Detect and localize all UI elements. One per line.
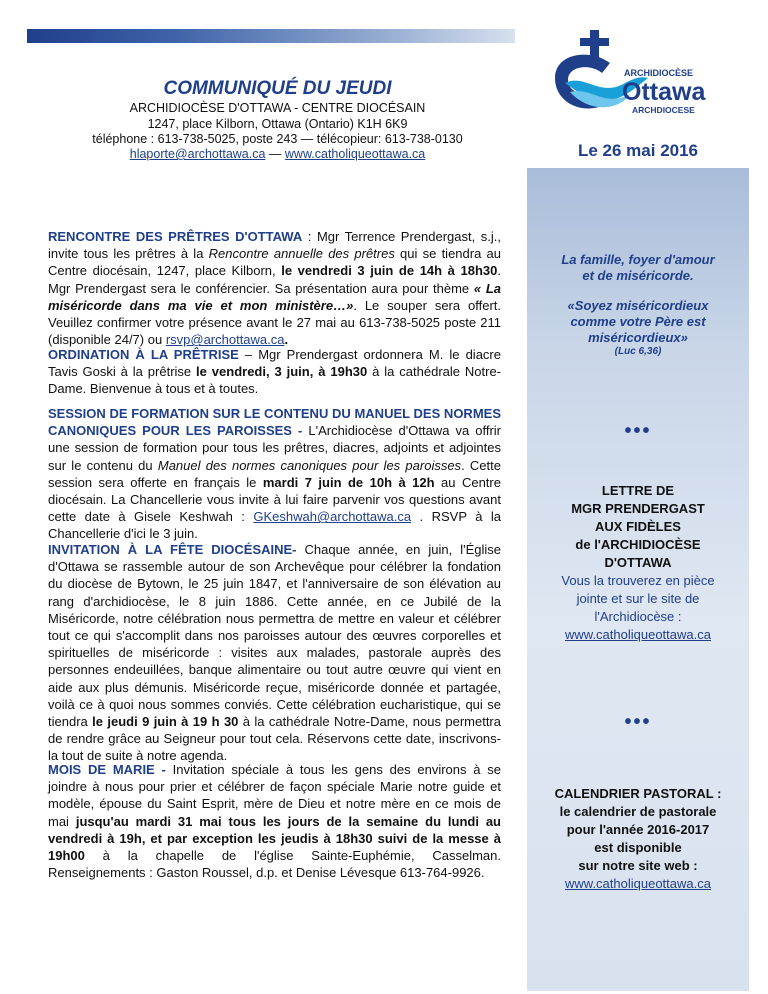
- article-diocesan-feast: INVITATION À LA FÊTE DIOCÉSAINE- Chaque année, en juin, l'Église d'Ottawa se rassemble autour de son Archevêque pour célébrer la fondation du diocèse de Bytown, le 25 juin 1847, et l'anniversaire de son élévation au rang d'archidiocèse, le 8 juin 1886. Cette année, en ce Jubilé de la Miséricorde, notre célébration nous permettra de mettre en valeur et célébrer tout ce qui s'accomplit dans nos paroisses autour des œuvres corporelles et spirituelles de miséricorde : visites aux malades, pastorale auprès des personnes endeuillées, banque alimentaire ou tout autre œuvre qui vient en aide aux plus démunis. Miséricorde reçue, miséricorde donnée et partagée, voilà ce à quoi nous sommes conviés. Cette célébration eucharistique, qui se tiendra le jeudi 9 juin à 19 h 30 à la cathédrale Notre-Dame, nous permettra de rendre grâce au Seigneur pour tout cela. Réservons cette date, inscrivons-la tout de suite à notre agenda.: [48, 542, 501, 764]
- separator-dots: •••: [624, 711, 652, 733]
- website-link[interactable]: www.catholiqueottawa.ca: [284, 147, 426, 161]
- address: 1247, place Kilborn, Ottawa (Ontario) K1H 6K9: [147, 117, 408, 131]
- quote-line: miséricordieux»: [588, 330, 688, 345]
- issue-date: Le 26 mai 2016: [577, 141, 699, 160]
- logo-icon: [540, 28, 715, 128]
- svg-text:ARCHIDIOCÈSE: ARCHIDIOCÈSE: [624, 68, 694, 78]
- letter-website-link[interactable]: www.catholiqueottawa.ca: [565, 627, 711, 642]
- motto-line: et de miséricorde.: [582, 268, 694, 283]
- article-heading: MOIS DE MARIE -: [48, 762, 166, 777]
- calendar-text: le calendrier de pastorale: [559, 804, 717, 819]
- phone-line: téléphone : 613-738-5025, poste 243 — télécopieur: 613-738-0130: [92, 132, 463, 146]
- article-priests-meeting: RENCONTRE DES PRÊTRES D'OTTAWA : Mgr Terrence Prendergast, s.j., invite tous les prêtres à la Rencontre annuelle des prêtres qui se tiendra au Centre diocésain, 1247, place Kilborn, le vendredi 3 juin de 14h à 18h30. Mgr Prendergast sera le conférencier. Sa présentation aura pour thème « La miséricorde dans ma vie et mon ministère…». Le souper sera offert. Veuillez confirmer votre présence avant le 27 mai au 613-738-5025 poste 211 (disponible 24/7) ou rsvp@archottawa.ca.: [48, 229, 502, 348]
- rsvp-email-link[interactable]: rsvp@archottawa.ca: [165, 332, 285, 348]
- separator-dots: •••: [624, 420, 652, 442]
- article-ordination: ORDINATION À LA PRÊTRISE – Mgr Prendergast ordonnera M. le diacre Tavis Goski à la prêtrise le vendredi, 3 juin, à 19h30 à la cathédrale Notre-Dame. Bienvenue à tous et à toutes.: [48, 347, 502, 397]
- article-training-session: SESSION DE FORMATION SUR LE CONTENU DU MANUEL DES NORMES CANONIQUES POUR LES PAROISSES - L'Archidiocèse d'Ottawa va offrir une session de formation pour tous les prêtres, diacres, adjoints et adjointes sur le contenu du Manuel des normes canoniques pour les paroisses. Cette session sera offerte en français le mardi 7 juin de 10h à 12h au Centre diocésain. La Chancellerie vous invite à lui faire parvenir vos questions avant cette date à Gisele Keshwah : GKeshwah@archottawa.ca . RSVP à la Chancellerie d'ici le 3 juin.: [48, 406, 501, 542]
- letter-heading: LETTRE DE: [601, 483, 675, 498]
- calendar-text: sur notre site web :: [578, 858, 698, 873]
- letter-heading: AUX FIDÈLES: [595, 519, 681, 534]
- quote-reference: (Luc 6,36): [614, 346, 662, 357]
- motto-line: La famille, foyer d'amour: [561, 252, 715, 267]
- archdiocese-logo: [540, 28, 715, 128]
- calendar-text: pour l'année 2016-2017: [566, 822, 710, 837]
- letter-text: Vous la trouverez en pièce: [561, 573, 715, 588]
- contact-links: [0, 147, 555, 161]
- article-heading: ORDINATION À LA PRÊTRISE: [48, 347, 239, 362]
- letter-text: l'Archidiocèse :: [594, 609, 682, 624]
- article-heading: SESSION DE FORMATION SUR LE CONTENU DU MANUEL DES NORMES CANONIQUES POUR LES PAROISSES -: [48, 406, 501, 439]
- quote-line: «Soyez miséricordieux: [567, 298, 709, 313]
- calendar-heading: CALENDRIER PASTORAL :: [554, 786, 722, 801]
- svg-text:Ottawa: Ottawa: [622, 78, 706, 106]
- calendar-website-link[interactable]: www.catholiqueottawa.ca: [565, 876, 711, 891]
- quote-line: comme votre Père est: [570, 314, 706, 329]
- article-heading: RENCONTRE DES PRÊTRES D'OTTAWA: [48, 229, 303, 244]
- letter-heading: de l'ARCHIDIOCÈSE: [575, 537, 701, 552]
- email-link[interactable]: hlaporte@archottawa.ca: [129, 147, 266, 161]
- article-month-of-mary: MOIS DE MARIE - Invitation spéciale à tous les gens des environs à se joindre à nous pour prier et célébrer de façon spéciale Marie notre guide et modèle, épouse du Saint Esprit, mère de Dieu et notre mère en ce mois de mai jusqu'au mardi 31 mai tous les jours de la semaine du lundi au vendredi à 19h, et par exception les jeudis à 18h30 suivi de la messe à 19h00 à la chapelle de l'église Sainte-Euphémie, Casselman. Renseignements : Gaston Roussel, d.p. et Denise Lévesque 613-764-9926.: [48, 762, 502, 881]
- page-title: COMMUNIQUÉ DU JEUDI: [163, 78, 392, 99]
- org-name: ARCHIDIOCÈSE D'OTTAWA - CENTRE DIOCÉSAIN: [129, 101, 426, 115]
- separator: —: [265, 147, 285, 161]
- keshwah-email-link[interactable]: GKeshwah@archottawa.ca: [253, 509, 412, 525]
- calendar-text: est disponible: [594, 840, 682, 855]
- header-bar: [27, 29, 515, 43]
- article-heading: INVITATION À LA FÊTE DIOCÉSAINE-: [48, 542, 297, 557]
- letter-heading: MGR PRENDERGAST: [571, 501, 705, 516]
- svg-text:ARCHDIOCESE: ARCHDIOCESE: [632, 105, 695, 115]
- letter-text: jointe et sur le site de: [576, 591, 700, 606]
- letter-heading: D'OTTAWA: [604, 555, 672, 570]
- sidebar: [527, 168, 749, 991]
